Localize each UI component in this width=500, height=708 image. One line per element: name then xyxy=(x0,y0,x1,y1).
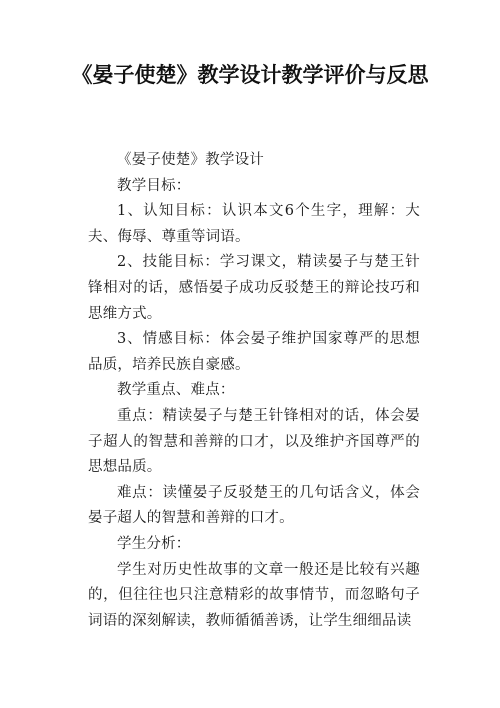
paragraph-student-analysis: 学生对历史性故事的文章一般还是比较有兴趣的，但往往也只注意精彩的故事情节，而忽略句子词语的深刻解读，教师循循善诱，让学生细细品读 xyxy=(88,561,420,629)
paragraph-objective-cognitive: 1、认知目标：认识本文6个生字，理解：大夫、侮辱、尊重等词语。 xyxy=(88,203,420,245)
paragraph-student-analysis-label: 学生分析： xyxy=(117,535,191,552)
paragraph-objectives-label: 教学目标： xyxy=(117,177,191,194)
paragraph-objective-skill: 2、技能目标：学习课文，精读晏子与楚王针锋相对的话，感悟晏子成功反驳楚王的辩论技巧和思维方式。 xyxy=(88,254,420,322)
paragraph-difficulty: 难点：读懂晏子反驳楚王的几句话含义，体会晏子超人的智慧和善辩的口才。 xyxy=(88,484,420,527)
paragraph-objective-emotion: 3、情感目标：体会晏子维护国家尊严的思想品质，培养民族自豪感。 xyxy=(88,331,420,373)
document-body xyxy=(88,148,420,634)
paragraph-key-point: 重点：精读晏子与楚王针锋相对的话，体会晏子超人的智慧和善辩的口才，以及维护齐国尊严的思想品质。 xyxy=(88,407,420,476)
paragraph-heading: 《晏子使楚》教学设计 xyxy=(117,152,264,168)
paragraph-key-points-label: 教学重点、难点： xyxy=(117,382,235,399)
document-title: 《晏子使楚》教学设计教学评价与反思 xyxy=(71,63,429,87)
